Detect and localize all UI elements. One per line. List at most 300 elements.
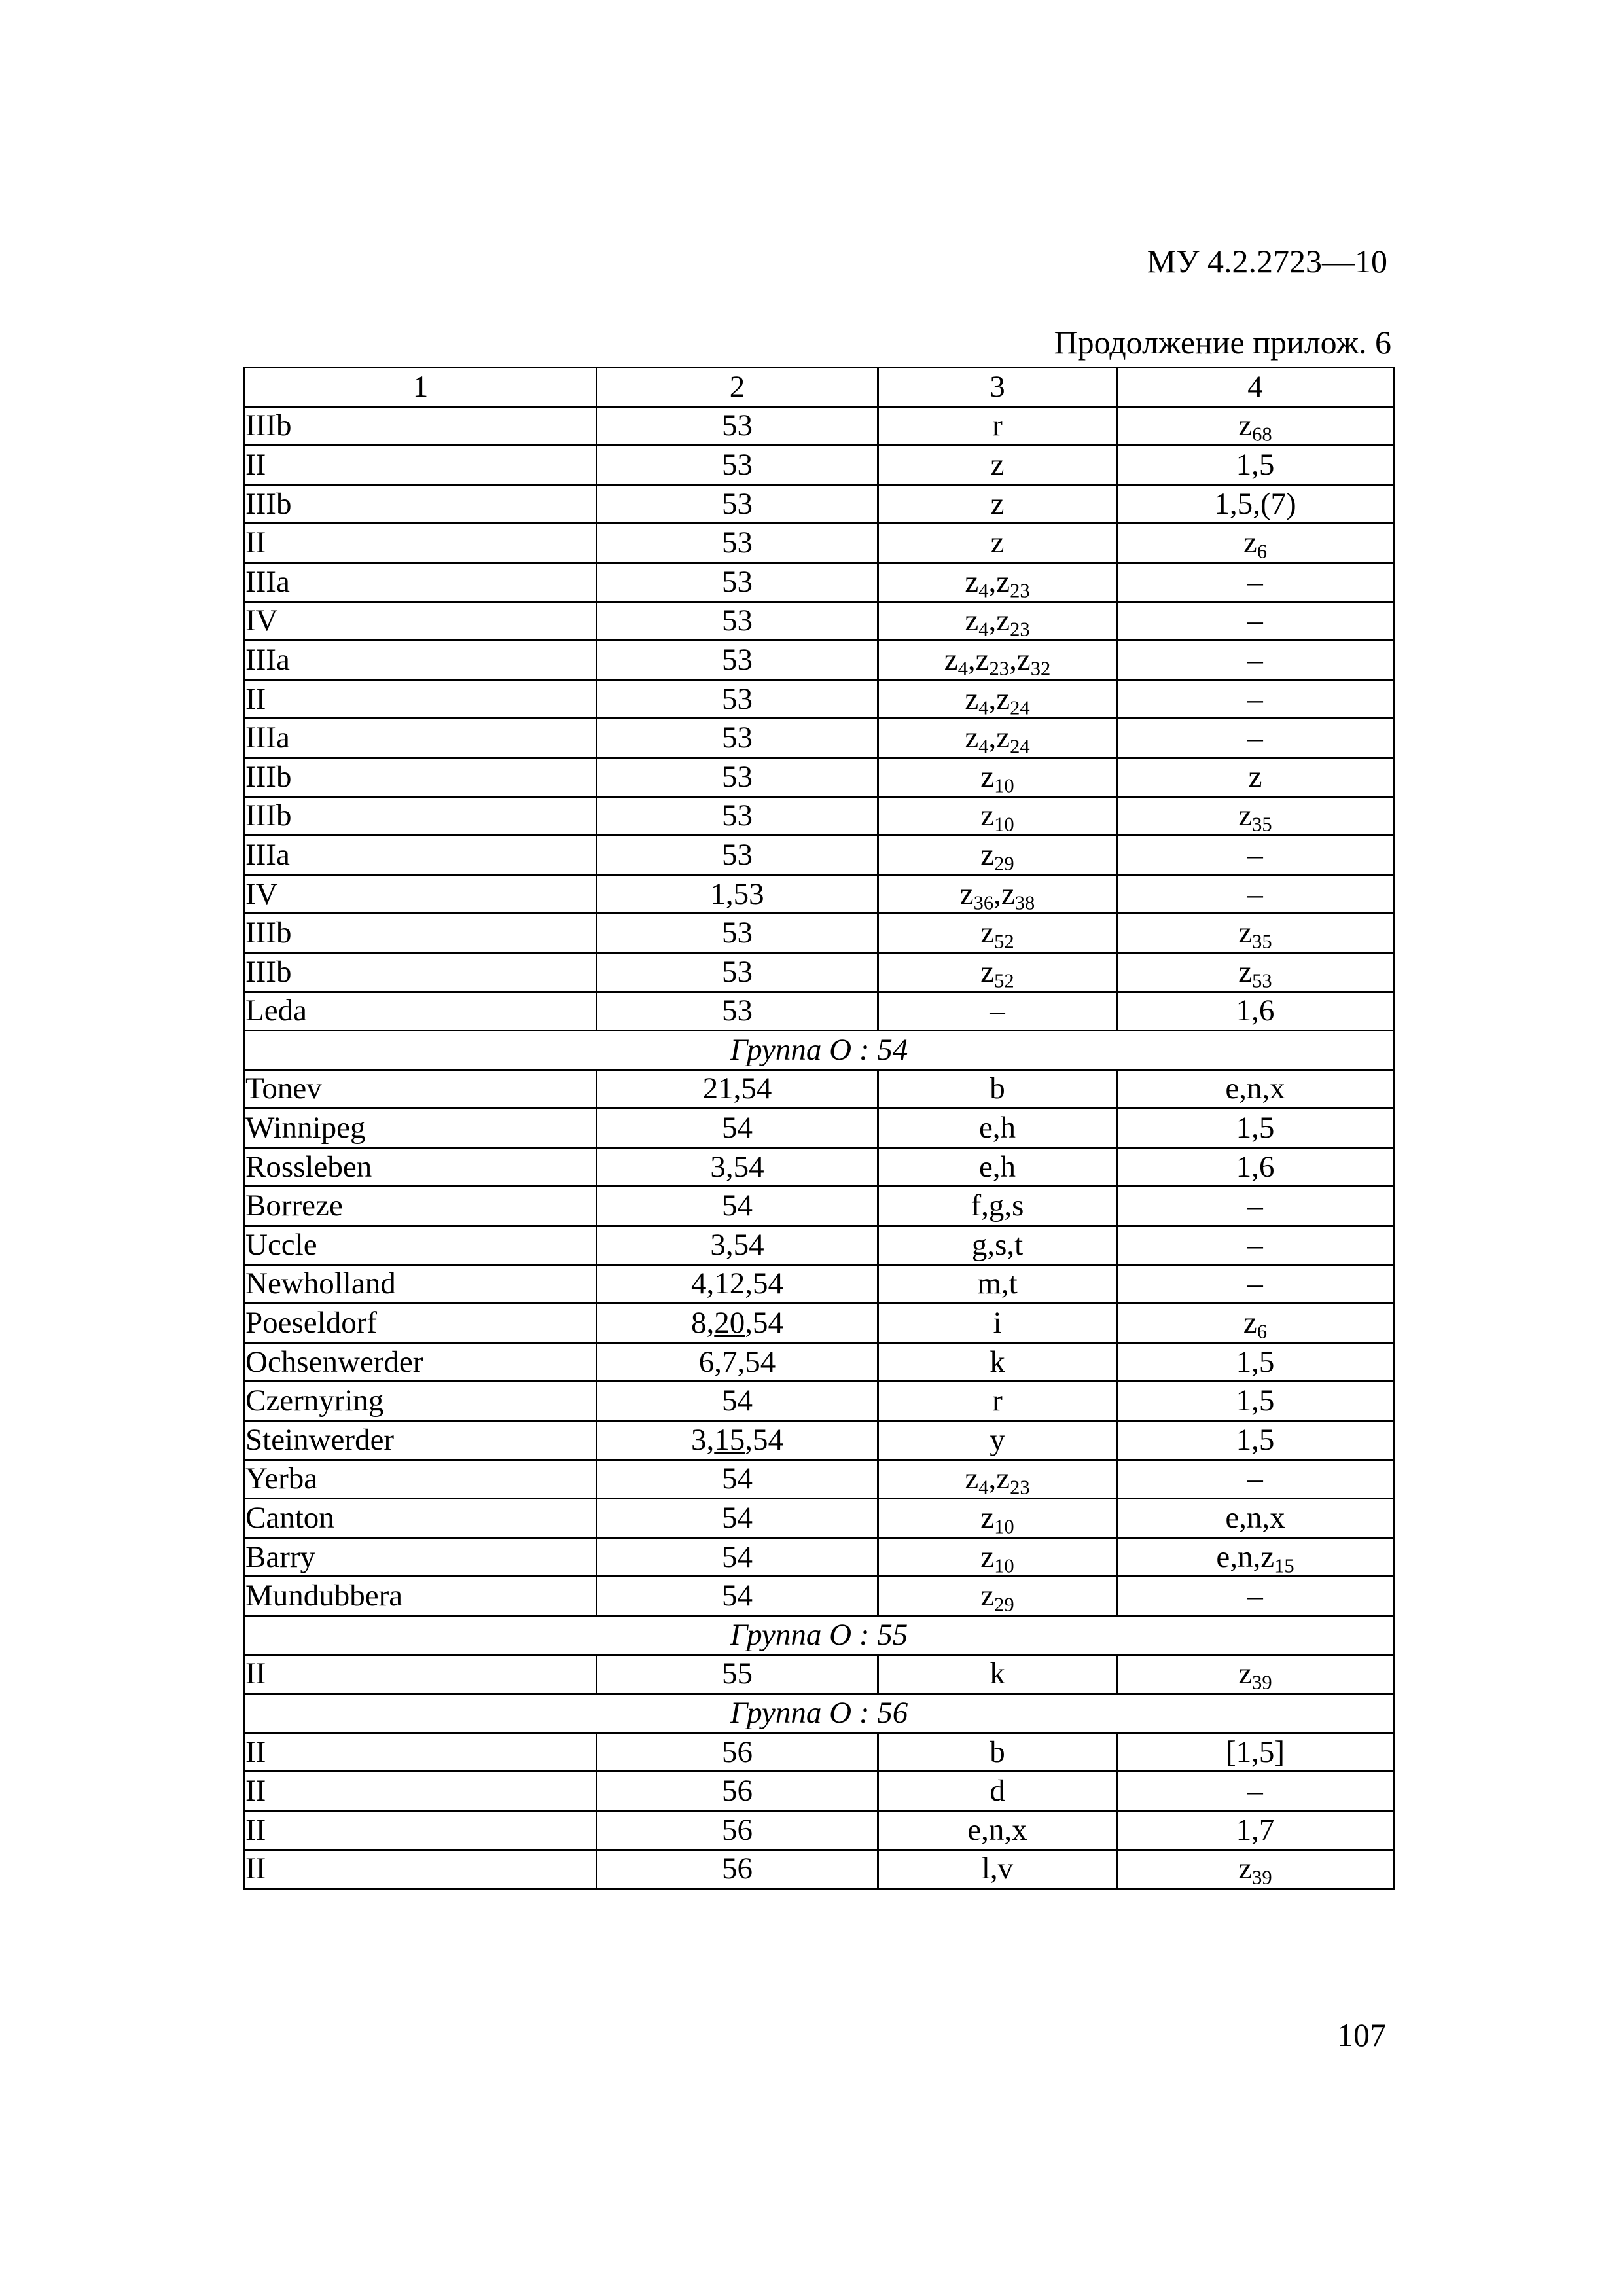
table-cell — [245, 641, 597, 680]
table-cell — [245, 1537, 597, 1577]
document-code: МУ 4.2.2723—10 — [1147, 243, 1387, 279]
cell-text: Uccle — [245, 1227, 317, 1262]
cell-text: IIIb — [245, 408, 292, 443]
table-cell — [1117, 446, 1394, 485]
cell-text: – — [1247, 837, 1263, 872]
cell-text: e,h — [978, 1149, 1016, 1184]
cell-text: e,n,x — [1225, 1501, 1285, 1535]
table-cell — [1117, 992, 1394, 1031]
cell-text: 56 — [722, 1734, 753, 1769]
table-cell — [245, 601, 597, 641]
cell-text: Barry — [245, 1539, 316, 1574]
table-cell — [1117, 1069, 1394, 1109]
table-cell — [245, 1499, 597, 1538]
cell-text: $z_4,z_{23}$ — [965, 603, 1030, 641]
table-cell — [1117, 914, 1394, 953]
table-cell — [1117, 1537, 1394, 1577]
table-cell — [878, 836, 1117, 875]
table-cell — [878, 1304, 1117, 1343]
table-cell — [1117, 406, 1394, 446]
table-cell — [878, 601, 1117, 641]
cell-text: $z_4,z_{24}$ — [965, 681, 1030, 719]
table-cell — [245, 1810, 597, 1850]
cell-text: Winnipeg — [245, 1111, 366, 1145]
cell-text: 55 — [722, 1657, 753, 1691]
table-cell — [1117, 601, 1394, 641]
table-cell — [597, 406, 878, 446]
cell-text: z — [990, 486, 1005, 521]
table-cell — [245, 484, 597, 524]
table-cell — [878, 1265, 1117, 1304]
cell-text: Borreze — [245, 1189, 343, 1223]
cell-text: Mundubbera — [245, 1579, 403, 1613]
cell-text: 1,6 — [1236, 1149, 1275, 1184]
table-cell — [1117, 641, 1394, 680]
table-cell — [597, 1382, 878, 1421]
cell-text: Yerba — [245, 1462, 318, 1496]
table-cell — [1117, 562, 1394, 601]
table-cell — [1117, 1226, 1394, 1265]
table-row — [245, 601, 1394, 641]
serotype-table — [243, 367, 1395, 1890]
table-cell — [597, 1732, 878, 1772]
table-cell — [1117, 1732, 1394, 1772]
table-row — [245, 679, 1394, 719]
table-cell — [597, 641, 878, 680]
table-cell — [1117, 1382, 1394, 1421]
cell-text: e,n,x — [1225, 1071, 1285, 1106]
cell-text: 54 — [722, 1539, 753, 1574]
table-cell — [1117, 1499, 1394, 1538]
cell-text: $z_4,z_{23}$ — [965, 564, 1030, 602]
cell-text: $z_{53}$ — [1238, 954, 1272, 992]
table-cell — [597, 1655, 878, 1694]
cell-text: 1,5 — [1236, 447, 1275, 482]
table-cell — [878, 1537, 1117, 1577]
table-cell — [245, 914, 597, 953]
table-cell — [597, 836, 878, 875]
table-cell — [597, 719, 878, 758]
table-row — [245, 484, 1394, 524]
cell-text: b — [990, 1071, 1005, 1106]
cell-text: 56 — [722, 1774, 753, 1808]
table-row — [245, 1499, 1394, 1538]
table-cell — [1117, 874, 1394, 914]
table-cell — [597, 1772, 878, 1811]
table-cell — [245, 1850, 597, 1889]
cell-text: g,s,t — [971, 1227, 1024, 1262]
cell-text: $z_4,z_{23}$ — [965, 1462, 1030, 1499]
column-header: 2 — [597, 368, 878, 407]
cell-text: Poeseldorf — [245, 1306, 378, 1340]
cell-text: 3,54 — [710, 1149, 764, 1184]
cell-text: r — [992, 408, 1003, 443]
cell-text: – — [1247, 876, 1263, 911]
cell-text: 1,5 — [1236, 1344, 1275, 1379]
cell-text: 1,7 — [1236, 1812, 1275, 1847]
cell-text: $e,n,z_{15}$ — [1216, 1539, 1294, 1577]
table-row — [245, 1187, 1394, 1226]
table-row — [245, 1304, 1394, 1343]
table-cell — [597, 601, 878, 641]
table-row — [245, 1421, 1394, 1460]
table-cell — [878, 992, 1117, 1031]
cell-text: Ochsenwerder — [245, 1344, 423, 1379]
cell-text: $z_{29}$ — [980, 1579, 1014, 1616]
cell-text: 53 — [722, 603, 753, 638]
table-cell — [1117, 679, 1394, 719]
cell-text: i — [993, 1306, 1002, 1340]
cell-text: IIIa — [245, 837, 290, 872]
group-title: Группа O : 54 — [245, 1031, 1394, 1070]
table-cell — [1117, 1772, 1394, 1811]
table-row — [245, 1850, 1394, 1889]
cell-text: e,n,x — [967, 1812, 1027, 1847]
cell-text: m,t — [977, 1266, 1018, 1301]
cell-text: – — [990, 994, 1005, 1028]
table-cell — [597, 874, 878, 914]
table-cell — [878, 719, 1117, 758]
cell-text: $z_{29}$ — [980, 837, 1014, 875]
cell-text: – — [1247, 603, 1263, 638]
table-row — [245, 1772, 1394, 1811]
table-cell — [245, 1655, 597, 1694]
table-cell — [597, 562, 878, 601]
continuation-note: Продолжение прилож. 6 — [1054, 324, 1391, 361]
cell-text: l,v — [981, 1852, 1014, 1886]
table-cell — [878, 757, 1117, 797]
table-row — [245, 1226, 1394, 1265]
cell-text: 53 — [722, 681, 753, 716]
table-cell — [597, 952, 878, 992]
table-cell — [597, 914, 878, 953]
table-cell — [878, 484, 1117, 524]
table-cell — [245, 1069, 597, 1109]
table-cell — [245, 1304, 597, 1343]
table-cell — [878, 1655, 1117, 1694]
cell-text: – — [1247, 1462, 1263, 1496]
table-row — [245, 1147, 1394, 1187]
group-header-row — [245, 1031, 1394, 1070]
cell-text: e,h — [978, 1111, 1016, 1145]
cell-text: $z_{68}$ — [1238, 408, 1272, 446]
cell-text: $z_4,z_{24}$ — [965, 721, 1030, 758]
cell-text: 54 — [722, 1501, 753, 1535]
cell-text: – — [1247, 721, 1263, 755]
table-cell — [1117, 1147, 1394, 1187]
cell-text: 54 — [722, 1384, 753, 1418]
cell-text: – — [1247, 642, 1263, 677]
table-cell — [245, 562, 597, 601]
cell-text: 1,5 — [1236, 1384, 1275, 1418]
table-cell — [597, 1537, 878, 1577]
cell-text: – — [1247, 681, 1263, 716]
table-cell — [245, 874, 597, 914]
cell-text: $z_{39}$ — [1238, 1852, 1272, 1889]
cell-text: Tonev — [245, 1071, 322, 1106]
cell-text: IIIb — [245, 954, 292, 989]
table-cell — [245, 797, 597, 836]
table-header-row — [245, 368, 1394, 407]
table-cell — [878, 679, 1117, 719]
table-row — [245, 641, 1394, 680]
cell-text: – — [1247, 564, 1263, 599]
column-header: 3 — [878, 368, 1117, 407]
cell-text: 53 — [722, 798, 753, 833]
table-cell — [597, 1810, 878, 1850]
table-cell — [1117, 1577, 1394, 1616]
table-cell — [1117, 797, 1394, 836]
table-row — [245, 874, 1394, 914]
table-row — [245, 992, 1394, 1031]
cell-text: 4,12,54 — [691, 1266, 783, 1301]
cell-text: 56 — [722, 1852, 753, 1886]
table-cell — [245, 406, 597, 446]
table-cell — [245, 757, 597, 797]
table-cell — [878, 1226, 1117, 1265]
table-cell — [878, 1109, 1117, 1148]
cell-text: $z_{36},z_{38}$ — [959, 876, 1035, 914]
table-cell — [245, 952, 597, 992]
table-cell — [245, 446, 597, 485]
cell-text: 3,54 — [710, 1227, 764, 1262]
table-cell — [597, 1226, 878, 1265]
page-number: 107 — [1337, 2017, 1386, 2053]
table-cell — [245, 524, 597, 563]
cell-text: $z_{39}$ — [1238, 1657, 1272, 1694]
cell-text: IIIb — [245, 916, 292, 950]
table-row — [245, 952, 1394, 992]
table-cell — [245, 1460, 597, 1499]
table-cell — [245, 719, 597, 758]
table-cell — [1117, 1810, 1394, 1850]
cell-text: 3,15,54 — [691, 1422, 783, 1457]
table-row — [245, 524, 1394, 563]
table-row — [245, 1382, 1394, 1421]
cell-text: 53 — [722, 759, 753, 794]
table-cell — [597, 1460, 878, 1499]
cell-text: 6,7,54 — [698, 1344, 776, 1379]
cell-text: 53 — [722, 954, 753, 989]
cell-text: – — [1247, 1774, 1263, 1808]
table-cell — [597, 446, 878, 485]
table-cell — [878, 1421, 1117, 1460]
group-header-row — [245, 1616, 1394, 1655]
table-cell — [597, 1069, 878, 1109]
cell-text: z — [990, 447, 1005, 482]
cell-text: k — [990, 1657, 1005, 1691]
cell-text: $z_4,z_{23},z_{32}$ — [944, 642, 1051, 680]
table-row — [245, 406, 1394, 446]
table-cell — [878, 1382, 1117, 1421]
cell-text: II — [245, 1734, 266, 1769]
table-cell — [245, 992, 597, 1031]
table-row — [245, 757, 1394, 797]
table-row — [245, 1655, 1394, 1694]
table-cell — [597, 679, 878, 719]
column-header: 4 — [1117, 368, 1394, 407]
table-cell — [597, 1577, 878, 1616]
table-cell — [878, 914, 1117, 953]
cell-text: 53 — [722, 721, 753, 755]
table-cell — [245, 1265, 597, 1304]
table-cell — [597, 797, 878, 836]
table-cell — [1117, 1342, 1394, 1382]
table-cell — [1117, 836, 1394, 875]
cell-text: 54 — [722, 1189, 753, 1223]
cell-text: II — [245, 447, 266, 482]
table-cell — [597, 992, 878, 1031]
cell-text: II — [245, 1852, 266, 1886]
cell-text: $z_{10}$ — [980, 798, 1014, 836]
cell-text: IV — [245, 876, 278, 911]
table-cell — [245, 1226, 597, 1265]
cell-text: IIIa — [245, 564, 290, 599]
table-row — [245, 446, 1394, 485]
table-cell — [597, 1265, 878, 1304]
table-row — [245, 719, 1394, 758]
cell-text: 1,6 — [1236, 994, 1275, 1028]
table-cell — [1117, 484, 1394, 524]
cell-text: 54 — [722, 1579, 753, 1613]
table-cell — [597, 1147, 878, 1187]
cell-text: 21,54 — [702, 1071, 772, 1106]
cell-text: Rossleben — [245, 1149, 372, 1184]
table-cell — [245, 1772, 597, 1811]
group-title: Группа O : 55 — [245, 1616, 1394, 1655]
cell-text: 1,5,(7) — [1214, 486, 1296, 521]
table-cell — [878, 524, 1117, 563]
table-row — [245, 1342, 1394, 1382]
group-title: Группа O : 56 — [245, 1694, 1394, 1733]
table-cell — [1117, 952, 1394, 992]
table-cell — [1117, 1187, 1394, 1226]
table-row — [245, 562, 1394, 601]
table-cell — [878, 1850, 1117, 1889]
table-cell — [878, 952, 1117, 992]
table-body — [245, 406, 1394, 1889]
cell-text: Czernyring — [245, 1384, 384, 1418]
table-cell — [1117, 1421, 1394, 1460]
cell-text: – — [1247, 1266, 1263, 1301]
table-cell — [878, 1732, 1117, 1772]
table-cell — [245, 1382, 597, 1421]
cell-text: y — [990, 1422, 1005, 1457]
cell-text: Steinwerder — [245, 1422, 395, 1457]
cell-text: 53 — [722, 526, 753, 560]
cell-text: Canton — [245, 1501, 334, 1535]
cell-text: II — [245, 526, 266, 560]
table-cell — [245, 1147, 597, 1187]
cell-text: 56 — [722, 1812, 753, 1847]
cell-text: II — [245, 681, 266, 716]
cell-text: 1,5 — [1236, 1111, 1275, 1145]
table-cell — [878, 797, 1117, 836]
cell-text: $z_{10}$ — [980, 1539, 1014, 1577]
cell-text: – — [1247, 1189, 1263, 1223]
table-cell — [245, 1577, 597, 1616]
column-header: 1 — [245, 368, 597, 407]
cell-text: z — [990, 526, 1005, 560]
table-cell — [1117, 1304, 1394, 1343]
cell-text: r — [992, 1384, 1003, 1418]
cell-text: $z_6$ — [1243, 526, 1268, 563]
table-cell — [245, 836, 597, 875]
cell-text: 53 — [722, 486, 753, 521]
cell-text: IIIa — [245, 642, 290, 677]
cell-text: 53 — [722, 642, 753, 677]
cell-text: IIIb — [245, 486, 292, 521]
table-cell — [1117, 1460, 1394, 1499]
table-row — [245, 1577, 1394, 1616]
table-row — [245, 1265, 1394, 1304]
cell-text: $z_6$ — [1243, 1306, 1268, 1343]
cell-text: 53 — [722, 916, 753, 950]
table-cell — [245, 1109, 597, 1148]
table-row — [245, 1537, 1394, 1577]
cell-text: IIIb — [245, 759, 292, 794]
table-row — [245, 836, 1394, 875]
table-row — [245, 1810, 1394, 1850]
cell-text: k — [990, 1344, 1005, 1379]
cell-text: 53 — [722, 994, 753, 1028]
table-cell — [878, 446, 1117, 485]
cell-text: 54 — [722, 1111, 753, 1145]
cell-text: IIIa — [245, 721, 290, 755]
cell-text: $z_{52}$ — [980, 954, 1014, 992]
table-cell — [1117, 757, 1394, 797]
table-cell — [878, 1069, 1117, 1109]
table-cell — [597, 1342, 878, 1382]
cell-text: $z_{35}$ — [1238, 798, 1272, 836]
cell-text: 53 — [722, 408, 753, 443]
table-cell — [1117, 1850, 1394, 1889]
cell-text: $z_{10}$ — [980, 759, 1014, 797]
cell-text: II — [245, 1774, 266, 1808]
table-cell — [878, 1460, 1117, 1499]
cell-text: $z_{10}$ — [980, 1501, 1014, 1538]
table-cell — [878, 562, 1117, 601]
table-cell — [878, 641, 1117, 680]
table-cell — [245, 1732, 597, 1772]
table-cell — [245, 1187, 597, 1226]
table-cell — [1117, 719, 1394, 758]
table-cell — [878, 1577, 1117, 1616]
group-header-row — [245, 1694, 1394, 1733]
table-row — [245, 914, 1394, 953]
cell-text: 1,53 — [710, 876, 764, 911]
cell-text: 53 — [722, 564, 753, 599]
cell-text: $z_{52}$ — [980, 916, 1014, 953]
table-cell — [597, 1850, 878, 1889]
table-cell — [597, 1187, 878, 1226]
table-row — [245, 1732, 1394, 1772]
table-cell — [878, 1772, 1117, 1811]
cell-text: 1,5 — [1236, 1422, 1275, 1457]
cell-text: 54 — [722, 1462, 753, 1496]
table-cell — [245, 1421, 597, 1460]
cell-text: z — [1248, 759, 1262, 794]
table-cell — [597, 757, 878, 797]
table-cell — [878, 1342, 1117, 1382]
cell-text: – — [1247, 1227, 1263, 1262]
table-row — [245, 1109, 1394, 1148]
table-cell — [878, 1499, 1117, 1538]
table-cell — [245, 1342, 597, 1382]
table-row — [245, 1460, 1394, 1499]
table-cell — [597, 524, 878, 563]
table-cell — [597, 1499, 878, 1538]
